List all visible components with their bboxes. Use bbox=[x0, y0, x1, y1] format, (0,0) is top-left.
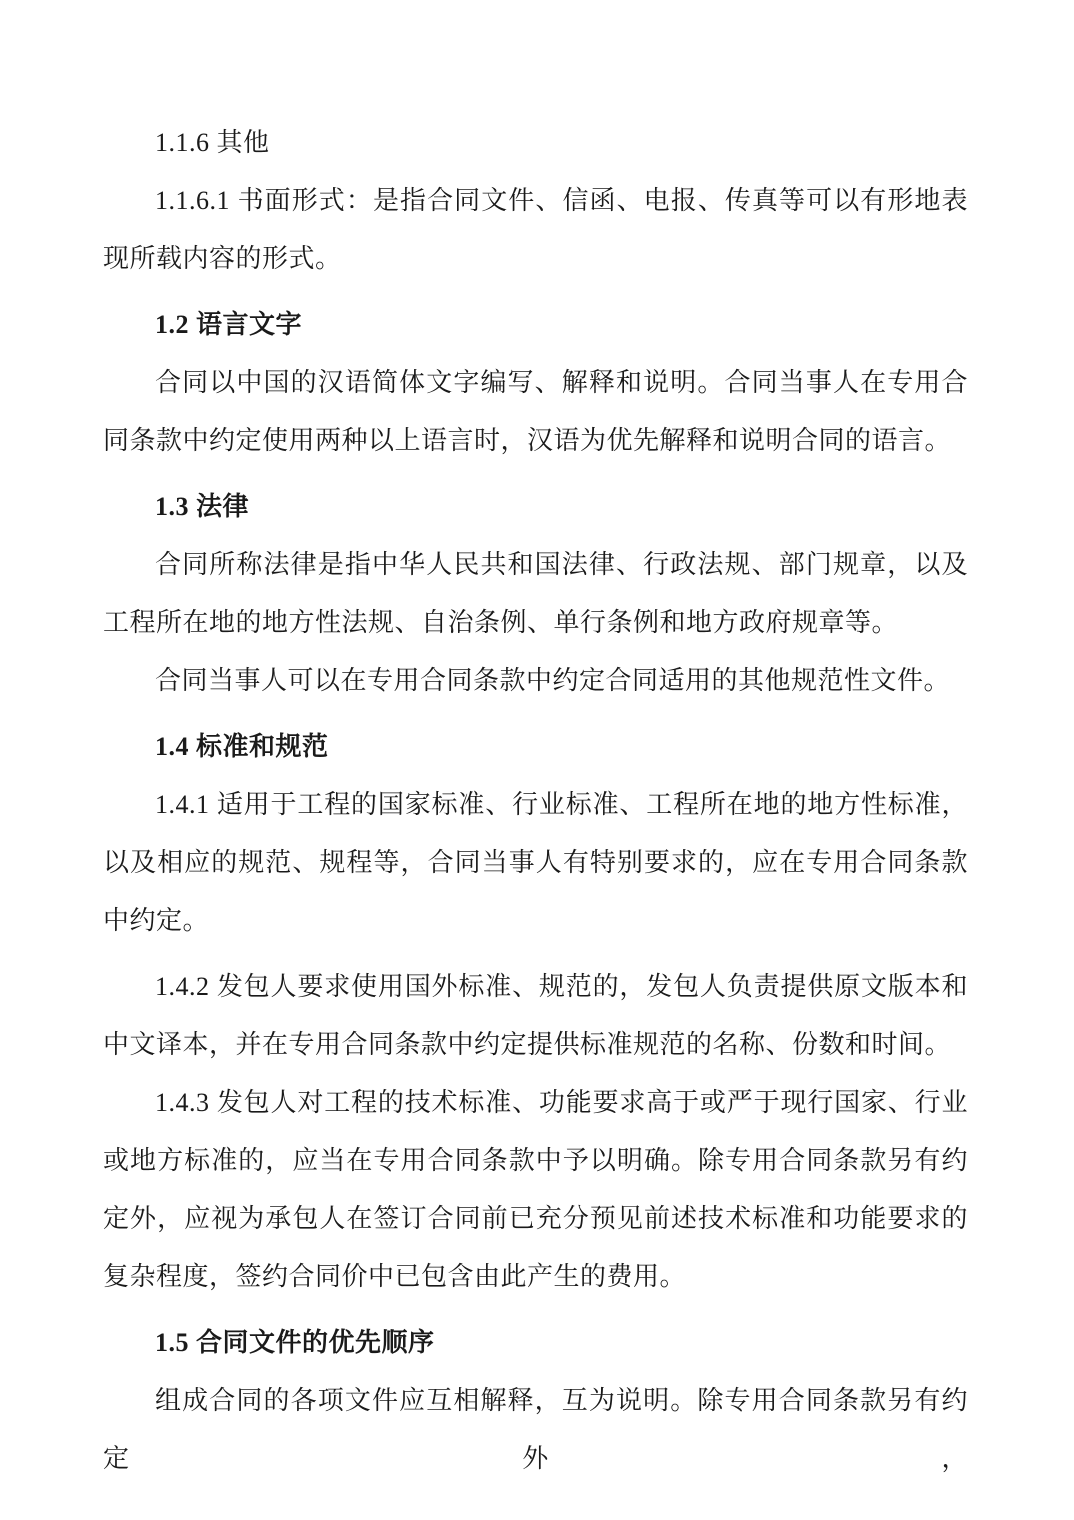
clause-subheading-1-1-6: 1.1.6 其他 bbox=[155, 128, 270, 157]
clause-paragraph-language: 合同以中国的汉语简体文字编写、解释和说明。合同当事人在专用合同条款中约定使用两种以上语言时，汉语为优先解释和说明合同的语言。 bbox=[103, 368, 968, 455]
clause-paragraph-1-4-1: 1.4.1 适用于工程的国家标准、行业标准、工程所在地的地方性标准，以及相应的规范、规程等，合同当事人有特别要求的，应在专用合同条款中约定。 bbox=[103, 790, 968, 935]
section-heading-1-4: 1.4 标准和规范 bbox=[155, 732, 329, 761]
clause-paragraph-1-1-6-1: 1.1.6.1 书面形式：是指合同文件、信函、电报、传真等可以有形地表现所载内容的形式。 bbox=[103, 186, 968, 273]
clause-paragraph-law-1: 合同所称法律是指中华人民共和国法律、行政法规、部门规章，以及工程所在地的地方性法规、自治条例、单行条例和地方政府规章等。 bbox=[103, 550, 968, 637]
section-heading-1-5: 1.5 合同文件的优先顺序 bbox=[155, 1328, 435, 1357]
section-heading-1-3: 1.3 法律 bbox=[155, 492, 250, 521]
clause-paragraph-law-2: 合同当事人可以在专用合同条款中约定合同适用的其他规范性文件。 bbox=[155, 666, 951, 695]
clause-paragraph-1-4-3: 1.4.3 发包人对工程的技术标准、功能要求高于或严于现行国家、行业或地方标准的，应当在专用合同条款中予以明确。除专用合同条款另有约定外，应视为承包人在签订合同前已充分预见前述技术标准和功能要求的复杂程度，签约合同价中已包含由此产生的费用。 bbox=[103, 1088, 968, 1291]
clause-paragraph-priority-order: 组成合同的各项文件应互相解释，互为说明。除专用合同条款另有约定外， bbox=[103, 1386, 968, 1473]
section-heading-1-2: 1.2 语言文字 bbox=[155, 310, 303, 339]
clause-paragraph-1-4-2: 1.4.2 发包人要求使用国外标准、规范的，发包人负责提供原文版本和中文译本，并在专用合同条款中约定提供标准规范的名称、份数和时间。 bbox=[103, 972, 968, 1059]
